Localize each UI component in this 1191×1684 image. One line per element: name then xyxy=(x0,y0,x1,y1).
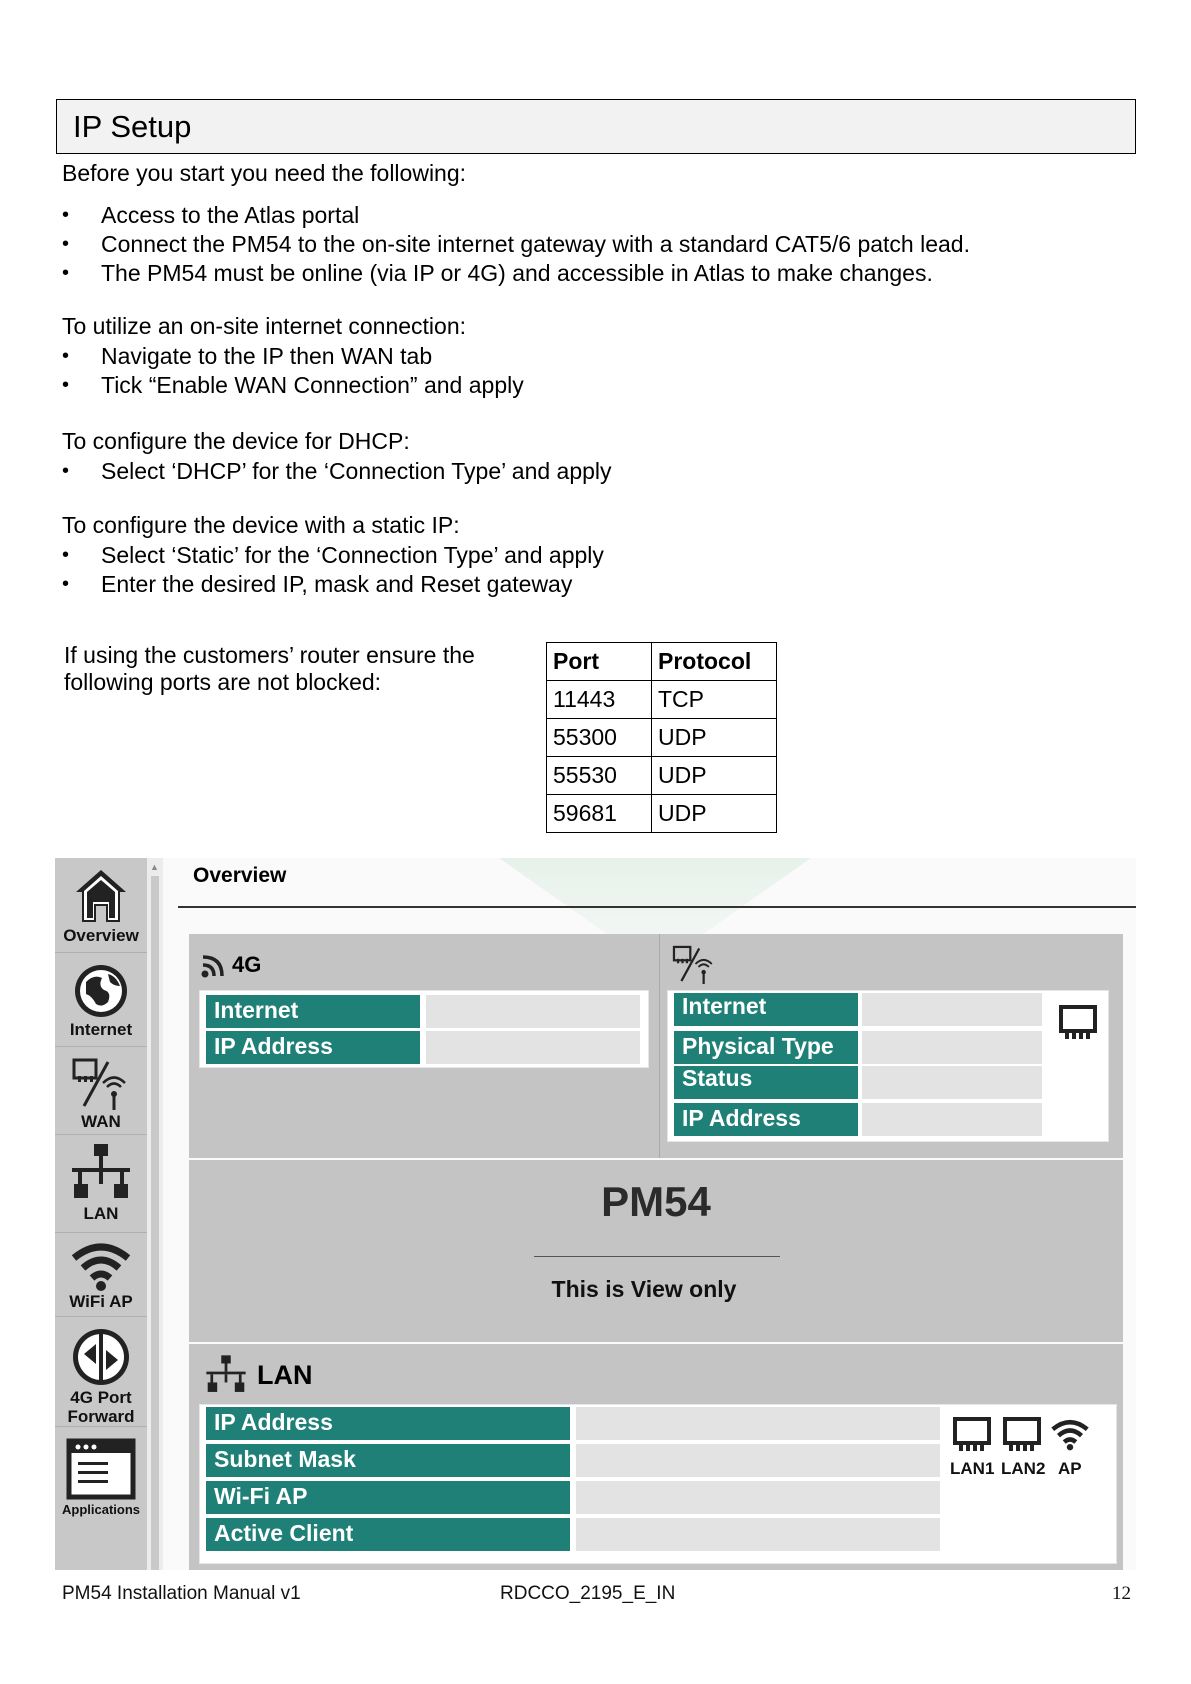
overview-screenshot xyxy=(55,858,1136,1570)
title-divider xyxy=(178,906,1136,908)
value-internet xyxy=(426,995,640,1028)
list-item: • The PM54 must be online (via IP or 4G) and accessible in Atlas to make changes. xyxy=(62,259,970,288)
value-ip-address xyxy=(576,1407,940,1440)
sidebar-item-label: WAN xyxy=(81,1112,121,1131)
label-status: Status xyxy=(674,1066,858,1099)
label-ip-address: IP Address xyxy=(206,1031,420,1064)
signal-icon xyxy=(201,954,227,978)
list-item: • Select ‘DHCP’ for the ‘Connection Type’ and apply xyxy=(62,457,612,486)
value-wifi-ap xyxy=(576,1481,940,1514)
cell-protocol: UDP xyxy=(652,795,777,833)
label-wifi-ap: Wi-Fi AP xyxy=(206,1481,570,1514)
card-wan xyxy=(667,990,1109,1142)
sidebar-item-label: Overview xyxy=(63,926,139,945)
value-subnet-mask xyxy=(576,1444,940,1477)
lan2-label: LAN2 xyxy=(1001,1459,1046,1478)
sidebar-item-label: 4G Port xyxy=(70,1388,132,1407)
sidebar-item-applications[interactable] xyxy=(55,1438,147,1519)
footer-title: PM54 Installation Manual v1 xyxy=(62,1583,301,1604)
list-item: • Tick “Enable WAN Connection” and apply xyxy=(62,371,524,400)
sidebar-scrollbar[interactable] xyxy=(147,858,163,1570)
section-header xyxy=(56,99,1136,154)
list-item: • Select ‘Static’ for the ‘Connection Type’ and apply xyxy=(62,541,604,570)
cell-port: 55530 xyxy=(547,757,652,795)
table-row xyxy=(547,719,777,757)
table-row xyxy=(547,795,777,833)
wan-icon xyxy=(70,1054,132,1112)
sidebar-item-label: Internet xyxy=(69,1020,133,1039)
panel-4g-title: 4G xyxy=(232,952,262,977)
cell-port: 11443 xyxy=(547,681,652,719)
sidebar-item-label: Forward xyxy=(67,1407,135,1426)
dhcp-heading: To configure the device for DHCP: xyxy=(62,428,410,454)
sidebar-item-overview[interactable] xyxy=(55,866,147,945)
table-row xyxy=(547,757,777,795)
panel-lan-title: LAN xyxy=(257,1360,313,1390)
list-item: • Enter the desired IP, mask and Reset gateway xyxy=(62,570,604,599)
label-active-client: Active Client xyxy=(206,1518,570,1551)
port-forward-icon xyxy=(70,1326,132,1388)
static-list xyxy=(62,541,604,599)
ap-wifi-icon xyxy=(1050,1419,1090,1451)
sidebar xyxy=(55,858,147,1570)
wifi-icon xyxy=(70,1242,132,1292)
value-ip-address xyxy=(862,1103,1042,1136)
page-title: Overview xyxy=(193,864,287,887)
view-only-note: This is View only xyxy=(551,1276,737,1302)
value-internet xyxy=(862,993,1042,1026)
list-item: • Access to the Atlas portal xyxy=(62,201,970,230)
home-icon xyxy=(72,866,130,926)
top-panel xyxy=(189,934,1123,1158)
dhcp-list xyxy=(62,457,612,486)
sidebar-item-label: LAN xyxy=(83,1204,119,1223)
prereq-list xyxy=(62,201,970,288)
header-port: Port xyxy=(547,643,652,681)
label-internet: Internet xyxy=(206,995,420,1028)
sidebar-item-label: Applications xyxy=(61,1502,140,1517)
ports-table xyxy=(546,642,777,833)
label-internet: Internet xyxy=(674,993,858,1026)
cell-port: 59681 xyxy=(547,795,652,833)
footer-doc-code: RDCCO_2195_E_IN xyxy=(500,1583,676,1604)
lan2-port-icon xyxy=(1002,1415,1042,1455)
sidebar-item-4g-port-forward[interactable] xyxy=(55,1326,147,1426)
header-protocol: Protocol xyxy=(652,643,777,681)
device-panel xyxy=(189,1160,1123,1342)
label-ip-address: IP Address xyxy=(674,1103,858,1136)
network-icon xyxy=(70,1142,132,1204)
sidebar-item-internet[interactable] xyxy=(55,962,147,1039)
scroll-up-icon[interactable]: ▲ xyxy=(150,862,159,872)
wan-list xyxy=(62,342,524,400)
sidebar-item-wan[interactable] xyxy=(55,1054,147,1131)
page-number: 12 xyxy=(1112,1583,1131,1604)
network-icon xyxy=(205,1354,247,1396)
value-status xyxy=(862,1066,1042,1099)
cell-protocol: TCP xyxy=(652,681,777,719)
list-item: • Connect the PM54 to the on-site internet gateway with a standard CAT5/6 patch lead. xyxy=(62,230,970,259)
applications-icon xyxy=(66,1438,136,1500)
table-header-row xyxy=(547,643,777,681)
sidebar-item-lan[interactable] xyxy=(55,1142,147,1223)
ports-note: If using the customers’ router ensure the following ports are not blocked: xyxy=(64,642,475,695)
sidebar-item-label: WiFi AP xyxy=(69,1292,133,1311)
lan1-label: LAN1 xyxy=(950,1459,995,1478)
lan1-port-icon xyxy=(952,1415,992,1455)
card-4g xyxy=(199,990,649,1068)
value-physical-type xyxy=(862,1031,1042,1064)
wan-heading: To utilize an on-site internet connection: xyxy=(62,313,467,339)
ap-label: AP xyxy=(1058,1459,1082,1478)
device-name: PM54 xyxy=(601,1178,711,1225)
label-subnet-mask: Subnet Mask xyxy=(206,1444,570,1477)
label-ip-address: IP Address xyxy=(206,1407,570,1440)
sidebar-item-wifi-ap[interactable] xyxy=(55,1242,147,1311)
list-item: • Navigate to the IP then WAN tab xyxy=(62,342,524,371)
value-active-client xyxy=(576,1518,940,1551)
intro-text: Before you start you need the following: xyxy=(62,160,467,186)
value-ip-address xyxy=(426,1031,640,1064)
cell-protocol: UDP xyxy=(652,757,777,795)
section-title: IP Setup xyxy=(73,109,192,144)
globe-icon xyxy=(72,962,130,1020)
table-row xyxy=(547,681,777,719)
wan-icon xyxy=(671,942,717,986)
card-lan xyxy=(199,1404,1117,1564)
ethernet-port-icon xyxy=(1058,1003,1098,1043)
label-physical-type: Physical Type xyxy=(674,1031,858,1064)
cell-protocol: UDP xyxy=(652,719,777,757)
cell-port: 55300 xyxy=(547,719,652,757)
device-divider xyxy=(534,1256,780,1257)
lan-panel xyxy=(189,1344,1123,1570)
static-heading: To configure the device with a static IP: xyxy=(62,512,460,538)
